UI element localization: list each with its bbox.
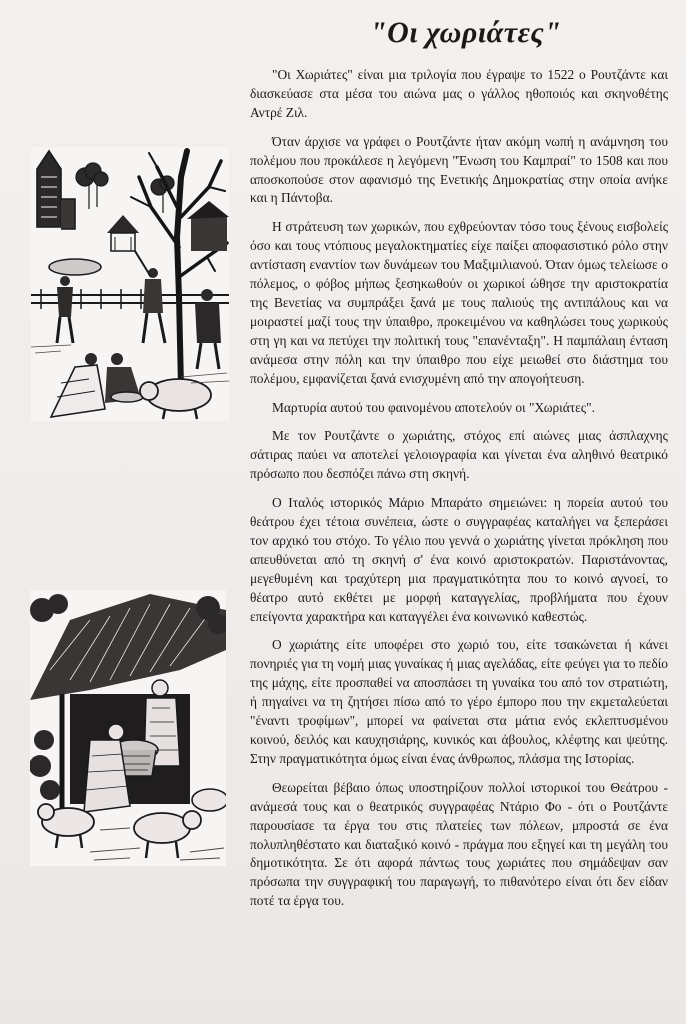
woodcut-market-illustration bbox=[30, 590, 226, 866]
paragraph-6: Ο Ιταλός ιστορικός Μάριο Μπαράτο σημειώνει: η πορεία αυτού του θεάτρου έχει τέτοια συνέπεια, ώστε ο συγγραφέας καταλήγει να ξεπεράσει τον αρχικό του στόχο. Το γέλιο που γεννά ο χωριάτης γίνεται πρόκληση που απευθύνεται από τη σκηνή σ' ένα κοινό αριστοκρατών. Παριστάνοντας, μεγεθυμένη και τραχύτερη μια πραγματικότητα που το κοινό αγνοεί, το θέατρο αυτό εκθέτει με μορφή καταγγελίας, προβλήματα που έχουν επείγοντα χαρακτήρα και καταγγέλει ένα κοινωνικό καθεστώς. bbox=[250, 495, 668, 624]
paragraph-4: Μαρτυρία αυτού του φαινομένου αποτελούν οι "Χωριάτες". bbox=[272, 399, 595, 415]
paragraph-5: Με τον Ρουτζάντε ο χωριάτης, στόχος επί αιώνες μιας άσπλαχνης σάτιρας παύει να αποτελεί γελοιογραφία και γίνεται ένα αληθινό θεατρικό πρόσωπο που δεσπόζει πάνω στη σκηνή. bbox=[250, 428, 668, 482]
paragraph-3: Η στράτευση των χωρικών, που εχθρεύονταν τόσο τους ξένους εισβολείς όσο και τους ντόπιους μεγαλοκτηματίες είχε παίξει αποφασιστικό ρόλο στην αντίσταση εναντίον των δυνάμεων του Μαξιμιλιανού. Όταν όμως τελείωσε ο πόλεμος, ο φόβος μήπως ξεσηκωθούν οι χωρικοί ώθησε την αριστοκρατία της Βενετίας να συμπράξει ξανά με τους παλιούς της αντιπάλους και να μοιραστεί μαζί τους την ύπαιθρο, προκειμένου να καθηλώσει τους χωρικούς στη γη και να πετύχει την πολιτική τους "επανένταξη". Η παμπάλαιη ένταση ανάμεσα στην πόλη και την ύπαιθρο που είχε μειωθεί στο διάστημα του πολέμου, εμφανίζεται ξανά ενισχυμένη από την απογοήτευση. bbox=[250, 219, 668, 386]
paragraph-1: "Οι Χωριάτες" είναι μια τριλογία που έγραψε το 1522 ο Ρουτζάντε και διασκεύασε στα μέσα του αιώνα μας ο γάλλος ηθοποιός και σκηνοθέτης Αντρέ Ζιλ. bbox=[250, 67, 668, 120]
page-title: "Οι χωριάτες" bbox=[370, 16, 562, 49]
paragraph-7: Ο χωριάτης είτε υποφέρει στο χωριό του, είτε τσακώνεται ή κάνει πονηριές για τη νομή μιας γυναίκας ή μιας αγελάδας, είτε φεύγει για το πεδίο της μάχης, είτε προσπαθεί να αποσπάσει τη γυναίκα του από τον στρατιώτη, ή πηγαίνει να τη ζητήσει πίσω από το γέρο έμπορο που την εκμεταλεύεται "έναντι τροφίμων", μπορεί να φαίνεται στα μάτια ενός εκλεπτυσμένου κοινού, δειλός και καυχησιάρης, κυνικός και άβουλος, κλέφτης και ψεύτης. Στην πραγματικότητα όμως είναι ένας άνθρωπος, πλάσμα της Ιστορίας. bbox=[250, 637, 668, 766]
paragraph-2: Όταν άρχισε να γράφει ο Ρουτζάντε ήταν ακόμη νωπή η ανάμνηση του πολέμου που προκάλεσε η λεγόμενη "Ένωση του Καμπραί" το 1508 και που αποσκοπούσε στον αφανισμό της Ενετικής Δημοκρατίας στην οποία ανήκε και η Πάντοβα. bbox=[250, 133, 668, 206]
woodcut-village-illustration bbox=[31, 147, 229, 421]
article-body bbox=[250, 66, 668, 921]
paragraph-8: Θεωρείται βέβαιο όπως υποστηρίζουν πολλοί ιστορικοί του Θεάτρου - ανάμεσά τους και ο θεατρικός συγγραφέας Ντάριο Φο - ότι ο Ρουτζάντε παρουσίασε τα έργα του στις πλατείες των πόλεων, μπροστά σε ένα πολυπληθέστατο και διαταξικό κοινό - πράγμα που εξηγεί και τη μεγάλη του δημοτικότητα. Σε ότι αφορά πάντως τους χωριάτες που σημάδεψαν σαν πρόσωπα την συγγραφική του παραγωγή, το πιθανότερο είναι ότι δεν είδαν ποτέ τα έργα του. bbox=[250, 779, 668, 909]
